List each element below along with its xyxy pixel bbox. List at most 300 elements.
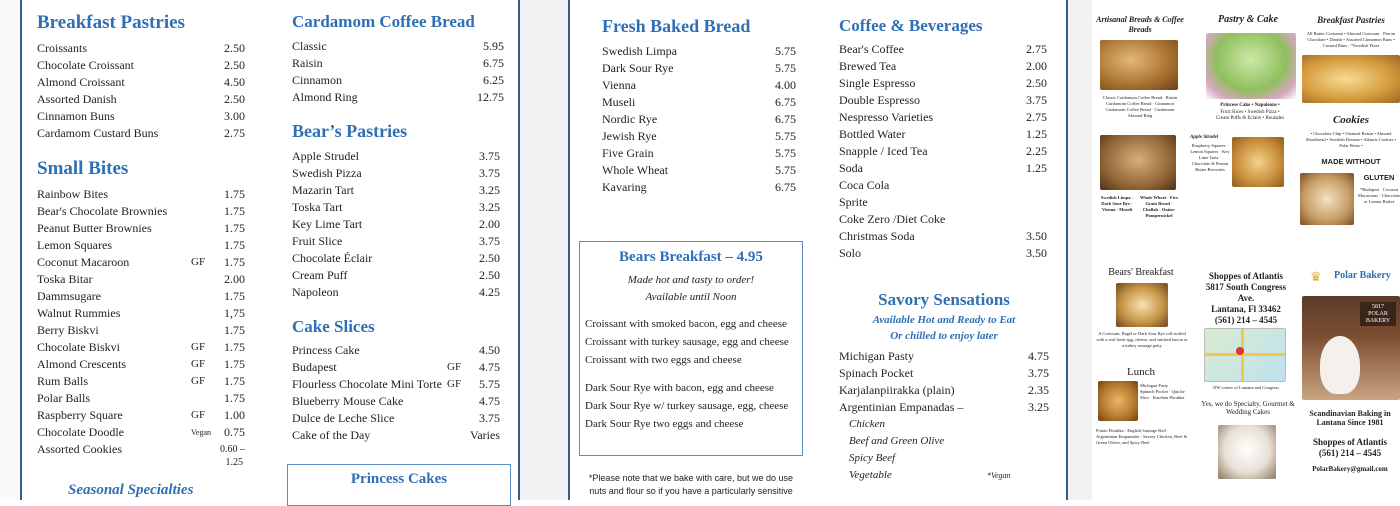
pastry-line: Cream Puffs & Eclairs • Roulades [1215, 116, 1285, 121]
allergy-note [578, 472, 804, 498]
item-name: Coke Zero /Diet Coke [839, 212, 946, 226]
item-price: 2.50 [224, 41, 245, 55]
item-price: 5.75 [775, 61, 796, 75]
polar-header [1304, 269, 1400, 283]
item-name: Bear's Chocolate Brownies [37, 204, 168, 218]
menu-item [292, 72, 504, 89]
item-name: Chocolate Éclair [292, 251, 373, 265]
item-name: Apple Strudel [292, 149, 359, 163]
item-price: 3.75 [479, 149, 500, 163]
item-name: Dark Sour Rye [602, 61, 674, 75]
menu-item [292, 250, 500, 267]
item-name: Cardamom Custard Buns [37, 126, 159, 140]
section-title: Savory Sensations [878, 290, 1010, 309]
item-price: 1,75 [224, 306, 245, 320]
item-name: Almond Ring [292, 90, 358, 104]
item-price: 4.75 [1028, 349, 1049, 363]
polar-bear-plush [1320, 336, 1360, 394]
item-price: 2.25 [1026, 144, 1047, 158]
cookies-list: • Chocolate Chip • Oatmeal Raisin • Almond Shortbread • Swedish Dreams • Atlantis Cookies • Polar Bears • [1305, 131, 1397, 148]
item-price: 3.50 [1026, 246, 1047, 260]
item-price: 2.00 [224, 272, 245, 286]
item-price-cont: 1.25 [225, 457, 243, 468]
menu-item [839, 399, 1049, 416]
cookies-title: Cookies [1332, 114, 1370, 126]
item-price: 12.75 [477, 90, 504, 104]
item-price: 3.75 [1028, 366, 1049, 380]
variety-name: Vegetable [849, 469, 892, 481]
empanada-variety [839, 433, 1049, 450]
item-price: 2.35 [1028, 383, 1049, 397]
item-name: Polar Balls [37, 391, 90, 405]
item-name: Double Espresso [839, 93, 920, 107]
address-line: 5817 South Congress [1205, 282, 1287, 292]
item-price: 2.75 [224, 126, 245, 140]
item-price: 2.00 [479, 217, 500, 231]
menu-item [602, 94, 796, 111]
item-price: 3.75 [479, 234, 500, 248]
item-price: 5.75 [775, 163, 796, 177]
item-name: Cinnamon Buns [37, 109, 115, 123]
item-price: 6.75 [483, 56, 504, 70]
item-price: 2.00 [1026, 59, 1047, 73]
map-caption: NW corner of Lantana and Congress [1212, 385, 1280, 390]
menu-item [37, 125, 245, 142]
item-price: 1.75 [224, 374, 245, 388]
variety-name: Beef and Green Olive [849, 435, 945, 447]
menu-item [292, 55, 504, 72]
menu-item [37, 108, 245, 125]
item-price: 4.25 [479, 285, 500, 299]
small-bites-section [37, 158, 245, 468]
menu-item [37, 424, 245, 441]
box-subtitle: Available until Noon [645, 291, 737, 303]
address-line: Ave. [1237, 293, 1255, 303]
item-tag: GF [191, 409, 206, 421]
item-price: 2.75 [1026, 110, 1047, 124]
menu-item [292, 284, 500, 301]
item-price: 4.50 [224, 75, 245, 89]
storefront-photo [1302, 296, 1400, 400]
item-price: 3.75 [479, 166, 500, 180]
menu-item [37, 305, 245, 322]
item-name: Chocolate Croissant [37, 58, 134, 72]
item-name: Sprite [839, 195, 868, 209]
pastry-title: Pastry & Cake [1218, 14, 1278, 25]
section-title: Seasonal Specialties [68, 482, 194, 498]
breakfast-option: Dark Sour Rye two eggs and cheese [585, 418, 744, 430]
menu-item [292, 182, 500, 199]
coffee-bread-photo [1100, 40, 1178, 90]
savory-subtitle: Or chilled to enjoy later [890, 330, 998, 342]
item-price: 2.50 [479, 268, 500, 282]
menu-item [37, 203, 245, 220]
item-name: Assorted Danish [37, 92, 117, 106]
princess-line: Princess Cake • Napoleons • [1220, 103, 1280, 108]
phone-line-2: (561) 214 – 4545 [1318, 448, 1382, 458]
apple-strudel-label: Apple Strudel [1190, 135, 1219, 140]
item-tag: Vegan [191, 428, 211, 437]
item-price: 3.75 [1026, 93, 1047, 107]
item-name: Nespresso Varieties [839, 110, 934, 124]
brochure-panel [1096, 15, 1400, 500]
item-price: 6.75 [775, 112, 796, 126]
item-tag: GF [191, 358, 206, 370]
cardamom-section [292, 12, 504, 106]
cake-slices-section [292, 317, 500, 444]
menu-item [292, 376, 500, 393]
item-name: Classic [292, 39, 327, 53]
breakfast-pastries-section [37, 12, 245, 142]
crown-icon: ♛ [1310, 269, 1322, 284]
item-name: Spinach Pocket [839, 366, 914, 380]
vegan-note: *Vegan [987, 471, 1011, 480]
menu-item [292, 410, 500, 427]
item-name: Dammsugare [37, 289, 101, 303]
item-name: Five Grain [602, 146, 654, 160]
item-price: 1.75 [224, 357, 245, 371]
item-name: Walnut Rummies [37, 306, 121, 320]
menu-item [37, 57, 245, 74]
item-name: Toska Bitar [37, 272, 93, 286]
pasty-photo [1098, 381, 1138, 421]
menu-item [839, 92, 1047, 109]
gluten-list: *Budapest · Coconut Macaroons · Chocolate or Lemon Biskvi [1358, 187, 1400, 204]
item-name: Croissants [37, 41, 88, 55]
item-name: Single Espresso [839, 76, 916, 90]
item-name: Bottled Water [839, 127, 906, 141]
menu-item [37, 74, 245, 91]
pastry-line: Fruit Slices • Swedish Pizza • [1220, 109, 1280, 115]
menu-item [292, 342, 500, 359]
menu-item [839, 348, 1049, 365]
variety-name: Chicken [849, 418, 886, 430]
item-name: Jewish Rye [602, 129, 657, 143]
item-name: Fruit Slice [292, 234, 343, 248]
item-name: Michigan Pasty [839, 349, 914, 363]
item-price: 1.25 [1026, 127, 1047, 141]
shoppes-title: Shoppes of Atlantis [1208, 271, 1284, 281]
item-name: Peanut Butter Brownies [37, 221, 152, 235]
item-price: 0.60 – [220, 444, 245, 455]
item-name: Karjalanpiirakka (plain) [839, 383, 955, 397]
item-tag: GF [447, 361, 462, 373]
item-name: Napoleon [292, 285, 339, 299]
sign-number: 5817 [1372, 304, 1384, 310]
item-name: Blueberry Mouse Cake [292, 394, 404, 408]
lunch-title: Lunch [1126, 366, 1156, 378]
item-name: Swedish Pizza [292, 166, 362, 180]
menu-item [292, 427, 500, 444]
menu-item [602, 60, 796, 77]
shoppes-title-2: Shoppes of Atlantis [1312, 437, 1388, 447]
menu-item [292, 38, 504, 55]
item-name: Swedish Limpa [602, 44, 677, 58]
menu-item [839, 177, 1047, 194]
menu-item [839, 41, 1047, 58]
item-name: Chocolate Doodle [37, 425, 124, 439]
item-name: Whole Wheat [602, 163, 669, 177]
item-name: Flourless Chocolate Mini Torte [292, 377, 442, 391]
item-price: 1.00 [224, 408, 245, 422]
item-price: 3.75 [479, 411, 500, 425]
lunch-items: Michigan Pasty · Spinach Pocket · Quiche Slice · Karelian Piirakka [1140, 383, 1185, 400]
item-name: Chocolate Biskvi [37, 340, 120, 354]
item-name: Coca Cola [839, 178, 890, 192]
item-name: Rum Balls [37, 374, 89, 388]
item-price: 1.75 [224, 238, 245, 252]
item-price: 4.75 [479, 360, 500, 374]
item-name: Bear's Coffee [839, 42, 904, 56]
item-name: Nordic Rye [602, 112, 658, 126]
menu-item [37, 237, 245, 254]
item-name: Brewed Tea [839, 59, 897, 73]
item-name: Christmas Soda [839, 229, 915, 243]
item-name: Lemon Squares [37, 238, 112, 252]
item-name: Vienna [602, 78, 636, 92]
item-tag: GF [191, 375, 206, 387]
item-price: 5.75 [775, 44, 796, 58]
item-price: 3.25 [479, 183, 500, 197]
item-name: Assorted Cookies [37, 442, 122, 456]
menu-item [292, 359, 500, 376]
menu-item [602, 43, 796, 60]
menu-item [839, 160, 1047, 177]
item-name: Cream Puff [292, 268, 348, 282]
item-price: 5.95 [483, 39, 504, 53]
item-tag: GF [191, 256, 206, 268]
item-name: Argentinian Empanadas – [839, 400, 964, 414]
item-price: Varies [470, 428, 500, 442]
item-name: Dulce de Leche Slice [292, 411, 395, 425]
breakfast-option: Dark Sour Rye with bacon, egg and cheese [585, 382, 774, 394]
note-line: *Please note that we bake with care, but we do use [588, 473, 794, 483]
section-title: Fresh Baked Bread [602, 16, 751, 36]
breakfast-option: Croissant with smoked bacon, egg and cheese [585, 318, 787, 330]
section-title: Coffee & Beverages [839, 16, 983, 35]
item-name: Berry Biskvi [37, 323, 99, 337]
bp-brochure-list: All Butter Croissant • Almond Croissant · Pan au Chocolate • Danish • Assorted Cinnamon Buns • Custard Buns · *Swedish Pizza [1306, 31, 1396, 48]
item-price: 1.75 [224, 391, 245, 405]
breakfast-option: Croissant with turkey sausage, egg and cheese [585, 336, 789, 348]
item-price: 3.25 [1028, 400, 1049, 414]
item-price: 1.75 [224, 187, 245, 201]
breakfast-sandwich-photo [1116, 283, 1168, 327]
item-price: 3.00 [224, 109, 245, 123]
gluten-free-photo [1300, 173, 1354, 225]
item-name: Kavaring [602, 180, 647, 194]
item-name: Cinnamon [292, 73, 342, 87]
item-price: 5.75 [479, 377, 500, 391]
princess-cake-photo [1206, 33, 1296, 99]
breakfast-option: Croissant with two eggs and cheese [585, 354, 742, 366]
menu-item [37, 322, 245, 339]
item-price: 1.75 [224, 221, 245, 235]
lunch-more: Potato Piirakka · English Sausage Roll · Argentinian Empanadas - Savory Chicken, Beef & Green Olives, and Spicy Beef [1096, 428, 1188, 445]
breakfast-option: Dark Sour Rye w/ turkey sausage, egg, cheese [585, 400, 789, 412]
item-tag: GF [191, 341, 206, 353]
menu-item [839, 228, 1047, 245]
menu-item [839, 109, 1047, 126]
item-price: 6.25 [483, 73, 504, 87]
item-price: 2.50 [224, 58, 245, 72]
coffee-section [839, 16, 1047, 262]
menu-item [839, 194, 1047, 211]
menu-item [292, 165, 500, 182]
menu-item [37, 254, 245, 271]
item-price: 2.50 [479, 251, 500, 265]
menu-item [602, 162, 796, 179]
menu-item [37, 373, 245, 390]
bread-list-left: Swedish Limpa · Dark Sour Rye · Vienna · Museli [1100, 195, 1134, 212]
menu-item [292, 199, 500, 216]
item-name: Raisin [292, 56, 323, 70]
menu-item [37, 339, 245, 356]
item-tag: GF [447, 378, 462, 390]
savory-subtitle: Available Hot and Ready to Eat [872, 314, 1016, 326]
menu-item [292, 89, 504, 106]
menu-item [292, 216, 500, 233]
item-price: 1.75 [224, 204, 245, 218]
item-name: Mazarin Tart [292, 183, 354, 197]
bears-breakfast-box [579, 241, 803, 456]
item-price: 3.25 [479, 200, 500, 214]
bread-list-right: Whole Wheat · Five Grain Bread · Challah · Onion-Pumpernickel [1139, 195, 1179, 218]
bb-brochure-title: Bears' Breakfast [1108, 267, 1174, 278]
item-price: 5.75 [775, 146, 796, 160]
bread-loaves-photo [1100, 135, 1176, 190]
item-price: 6.75 [775, 95, 796, 109]
menu-item [839, 211, 1047, 228]
item-price: 1.75 [224, 323, 245, 337]
item-name: Solo [839, 246, 862, 260]
bears-pastries-section [292, 121, 500, 301]
menu-item [37, 288, 245, 305]
menu-item [602, 179, 796, 196]
gluten-label: GLUTEN [1363, 173, 1395, 182]
menu-item [839, 75, 1047, 92]
pastry-lines [1202, 103, 1298, 123]
item-name: Rainbow Bites [37, 187, 108, 201]
empanada-variety [839, 467, 1049, 484]
item-name: Budapest [292, 360, 337, 374]
menu-item [839, 143, 1047, 160]
menu-item [602, 145, 796, 162]
section-title: Cardamom Coffee Bread [292, 12, 475, 31]
artisanal-title: Artisanal Breads & Coffee Breads [1096, 15, 1184, 34]
menu-item [602, 77, 796, 94]
bb-brochure-desc: A Croissant, Bagel or Dark Sour Rye roll stuffed with a real fresh egg, cheese, and smoked bacon or a turkey sausage patty [1096, 331, 1188, 348]
item-price: 1.75 [224, 255, 245, 269]
item-name: Cake of the Day [292, 428, 371, 442]
section-title: Breakfast Pastries [37, 12, 185, 33]
section-title: Small Bites [37, 158, 129, 179]
item-price: 1.75 [224, 289, 245, 303]
phone-line: (561) 214 – 4545 [1214, 315, 1278, 325]
scand-tagline: Scandinavian Baking in Lantana Since 1981 [1309, 409, 1391, 427]
item-name: Toska Tart [292, 200, 343, 214]
item-name: Key Lime Tart [292, 217, 363, 231]
menu-item [37, 356, 245, 373]
item-price: 0.75 [224, 425, 245, 439]
fresh-bread-section [602, 16, 796, 196]
menu-item [37, 407, 245, 424]
item-price: 1.75 [224, 340, 245, 354]
menu-item [37, 186, 245, 203]
item-name: Raspberry Square [37, 408, 123, 422]
map-image [1204, 328, 1286, 382]
box-title: Princess Cakes [350, 471, 448, 487]
menu-item [839, 382, 1049, 399]
menu-item [602, 111, 796, 128]
menu-item [839, 58, 1047, 75]
item-price: 2.50 [224, 92, 245, 106]
pastry-side-list: Raspberry Squares · Lemon Squares · Key Lime Tarts · Chocolate & Peanut Butter Brownies [1190, 143, 1230, 172]
sign-name: POLAR BAKERY [1365, 311, 1391, 324]
item-name: Soda [839, 161, 863, 175]
store-sign [1360, 302, 1396, 326]
menu-item [37, 91, 245, 108]
savory-section [839, 290, 1049, 484]
menu-item [37, 220, 245, 237]
item-name: Almond Croissant [37, 75, 125, 89]
made-without: MADE WITHOUT [1321, 157, 1381, 166]
email-line: PolarBakery@gmail.com [1312, 465, 1388, 473]
bp-brochure-title: Breakfast Pastries [1317, 15, 1385, 25]
item-name: Princess Cake [292, 343, 360, 357]
item-name: Almond Crescents [37, 357, 126, 371]
section-title: Cake Slices [292, 317, 375, 336]
menu-item [292, 267, 500, 284]
item-price: 4.50 [479, 343, 500, 357]
artisanal-list: Classic Cardamom Coffee Bread · Raisin Cardamom Coffee Bread · Cinnamon Cardamom Coffee Bread · Cardamom Almond Ring [1102, 95, 1178, 118]
item-price: 4.75 [479, 394, 500, 408]
box-subtitle: Made hot and tasty to order! [627, 274, 755, 286]
item-price: 5.75 [775, 129, 796, 143]
menu-item [839, 365, 1049, 382]
page-rule-left [20, 0, 22, 500]
item-price: 1.25 [1026, 161, 1047, 175]
city-line: Lantana, Fl 33462 [1211, 304, 1281, 314]
item-price: 2.75 [1026, 42, 1047, 56]
menu-item [37, 390, 245, 407]
polar-title: Polar Bakery [1334, 270, 1391, 281]
item-price: 3.50 [1026, 229, 1047, 243]
croissant-photo [1302, 55, 1400, 103]
menu-item [37, 271, 245, 288]
menu-item [292, 148, 500, 165]
item-name: Snapple / Iced Tea [839, 144, 928, 158]
menu-item [602, 128, 796, 145]
section-title: Bear’s Pastries [292, 121, 408, 141]
wedding-cake-photo [1218, 425, 1276, 479]
menu-item [839, 126, 1047, 143]
note-line: nuts and flour so if you have a particularly sensitive [589, 486, 793, 496]
empanada-variety [839, 450, 1049, 467]
item-name: Coconut Macaroon [37, 255, 130, 269]
menu-item [292, 233, 500, 250]
item-price: 2.50 [1026, 76, 1047, 90]
variety-name: Spicy Beef [849, 452, 896, 464]
item-price: 6.75 [775, 180, 796, 194]
item-price: 4.00 [775, 78, 796, 92]
menu-item [37, 40, 245, 57]
page2-rule-left [568, 0, 570, 500]
menu-item [37, 441, 245, 468]
cakes-note: Yes, we do Specialty, Gourmet & Wedding Cakes [1201, 400, 1295, 416]
strudel-photo [1232, 137, 1284, 187]
empanada-variety [839, 416, 1049, 433]
